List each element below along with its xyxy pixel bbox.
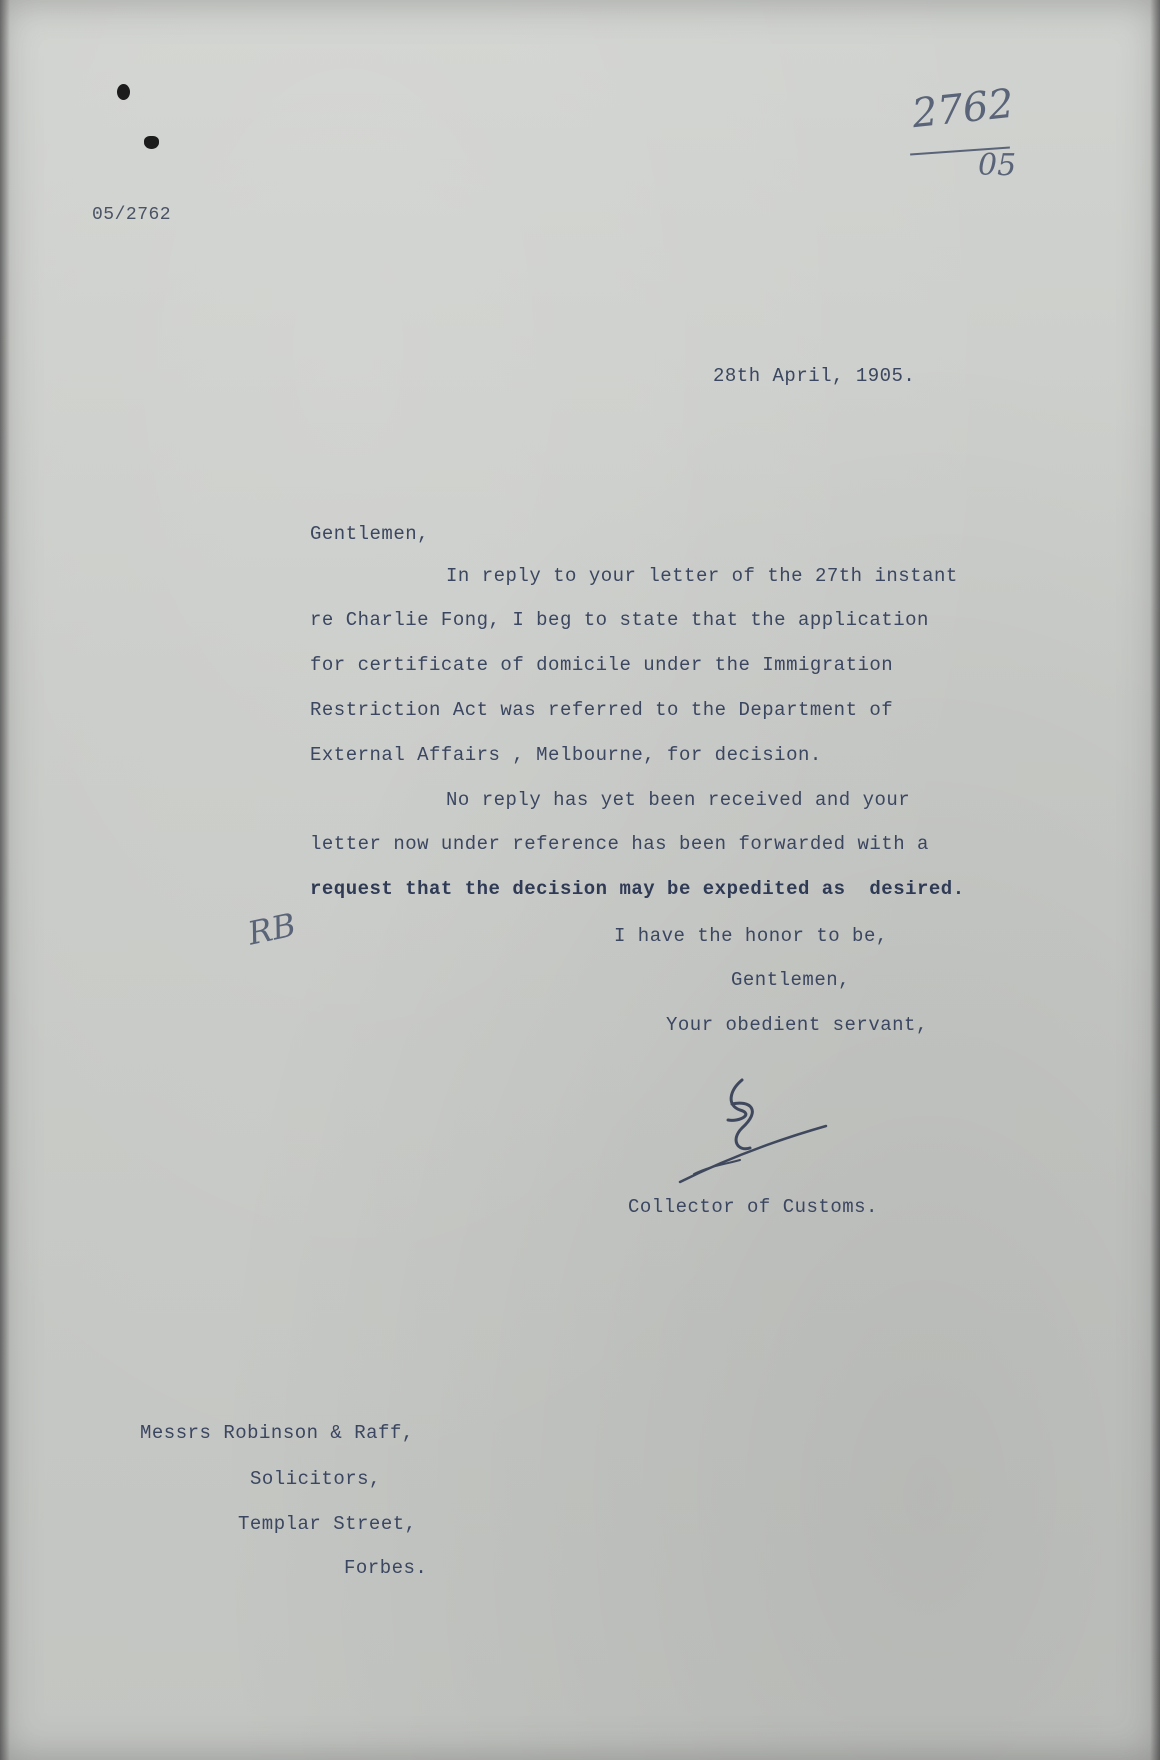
ink-blot-lower [144, 136, 159, 149]
closing-line: Your obedient servant, [666, 1014, 928, 1036]
page-edge-right [1150, 0, 1160, 1760]
handwritten-initials: RB [244, 905, 300, 953]
body-line: re Charlie Fong, I beg to state that the application [310, 609, 929, 631]
addressee-line: Solicitors, [250, 1468, 381, 1490]
body-line: In reply to your letter of the 27th instant [446, 565, 958, 587]
addressee-line: Forbes. [344, 1557, 428, 1579]
body-line: for certificate of domicile under the Immigration [310, 654, 894, 676]
reference-number: 05/2762 [92, 205, 172, 225]
closing-line: I have the honor to be, [614, 925, 888, 947]
body-line: No reply has yet been received and your [446, 789, 911, 811]
addressee-line: Messrs Robinson & Raff, [140, 1422, 414, 1444]
addressee-line: Templar Street, [238, 1513, 417, 1535]
signatory-title: Collector of Customs. [628, 1196, 878, 1218]
handwritten-file-number: 2762 [909, 80, 1016, 138]
body-line: External Affairs , Melbourne, for decision. [310, 744, 822, 766]
signature [670, 1070, 830, 1190]
ink-blot-top [117, 84, 130, 100]
letter-date: 28th April, 1905. [713, 365, 916, 387]
salutation: Gentlemen, [310, 523, 430, 545]
closing-line: Gentlemen, [731, 969, 851, 991]
handwritten-file-year: 05 [978, 148, 1017, 183]
body-line: Restriction Act was referred to the Department of [310, 699, 894, 721]
body-line: request that the decision may be expedited as desired. [310, 878, 965, 900]
page-edge-left [0, 0, 10, 1760]
body-line: letter now under reference has been forwarded with a [310, 833, 929, 855]
